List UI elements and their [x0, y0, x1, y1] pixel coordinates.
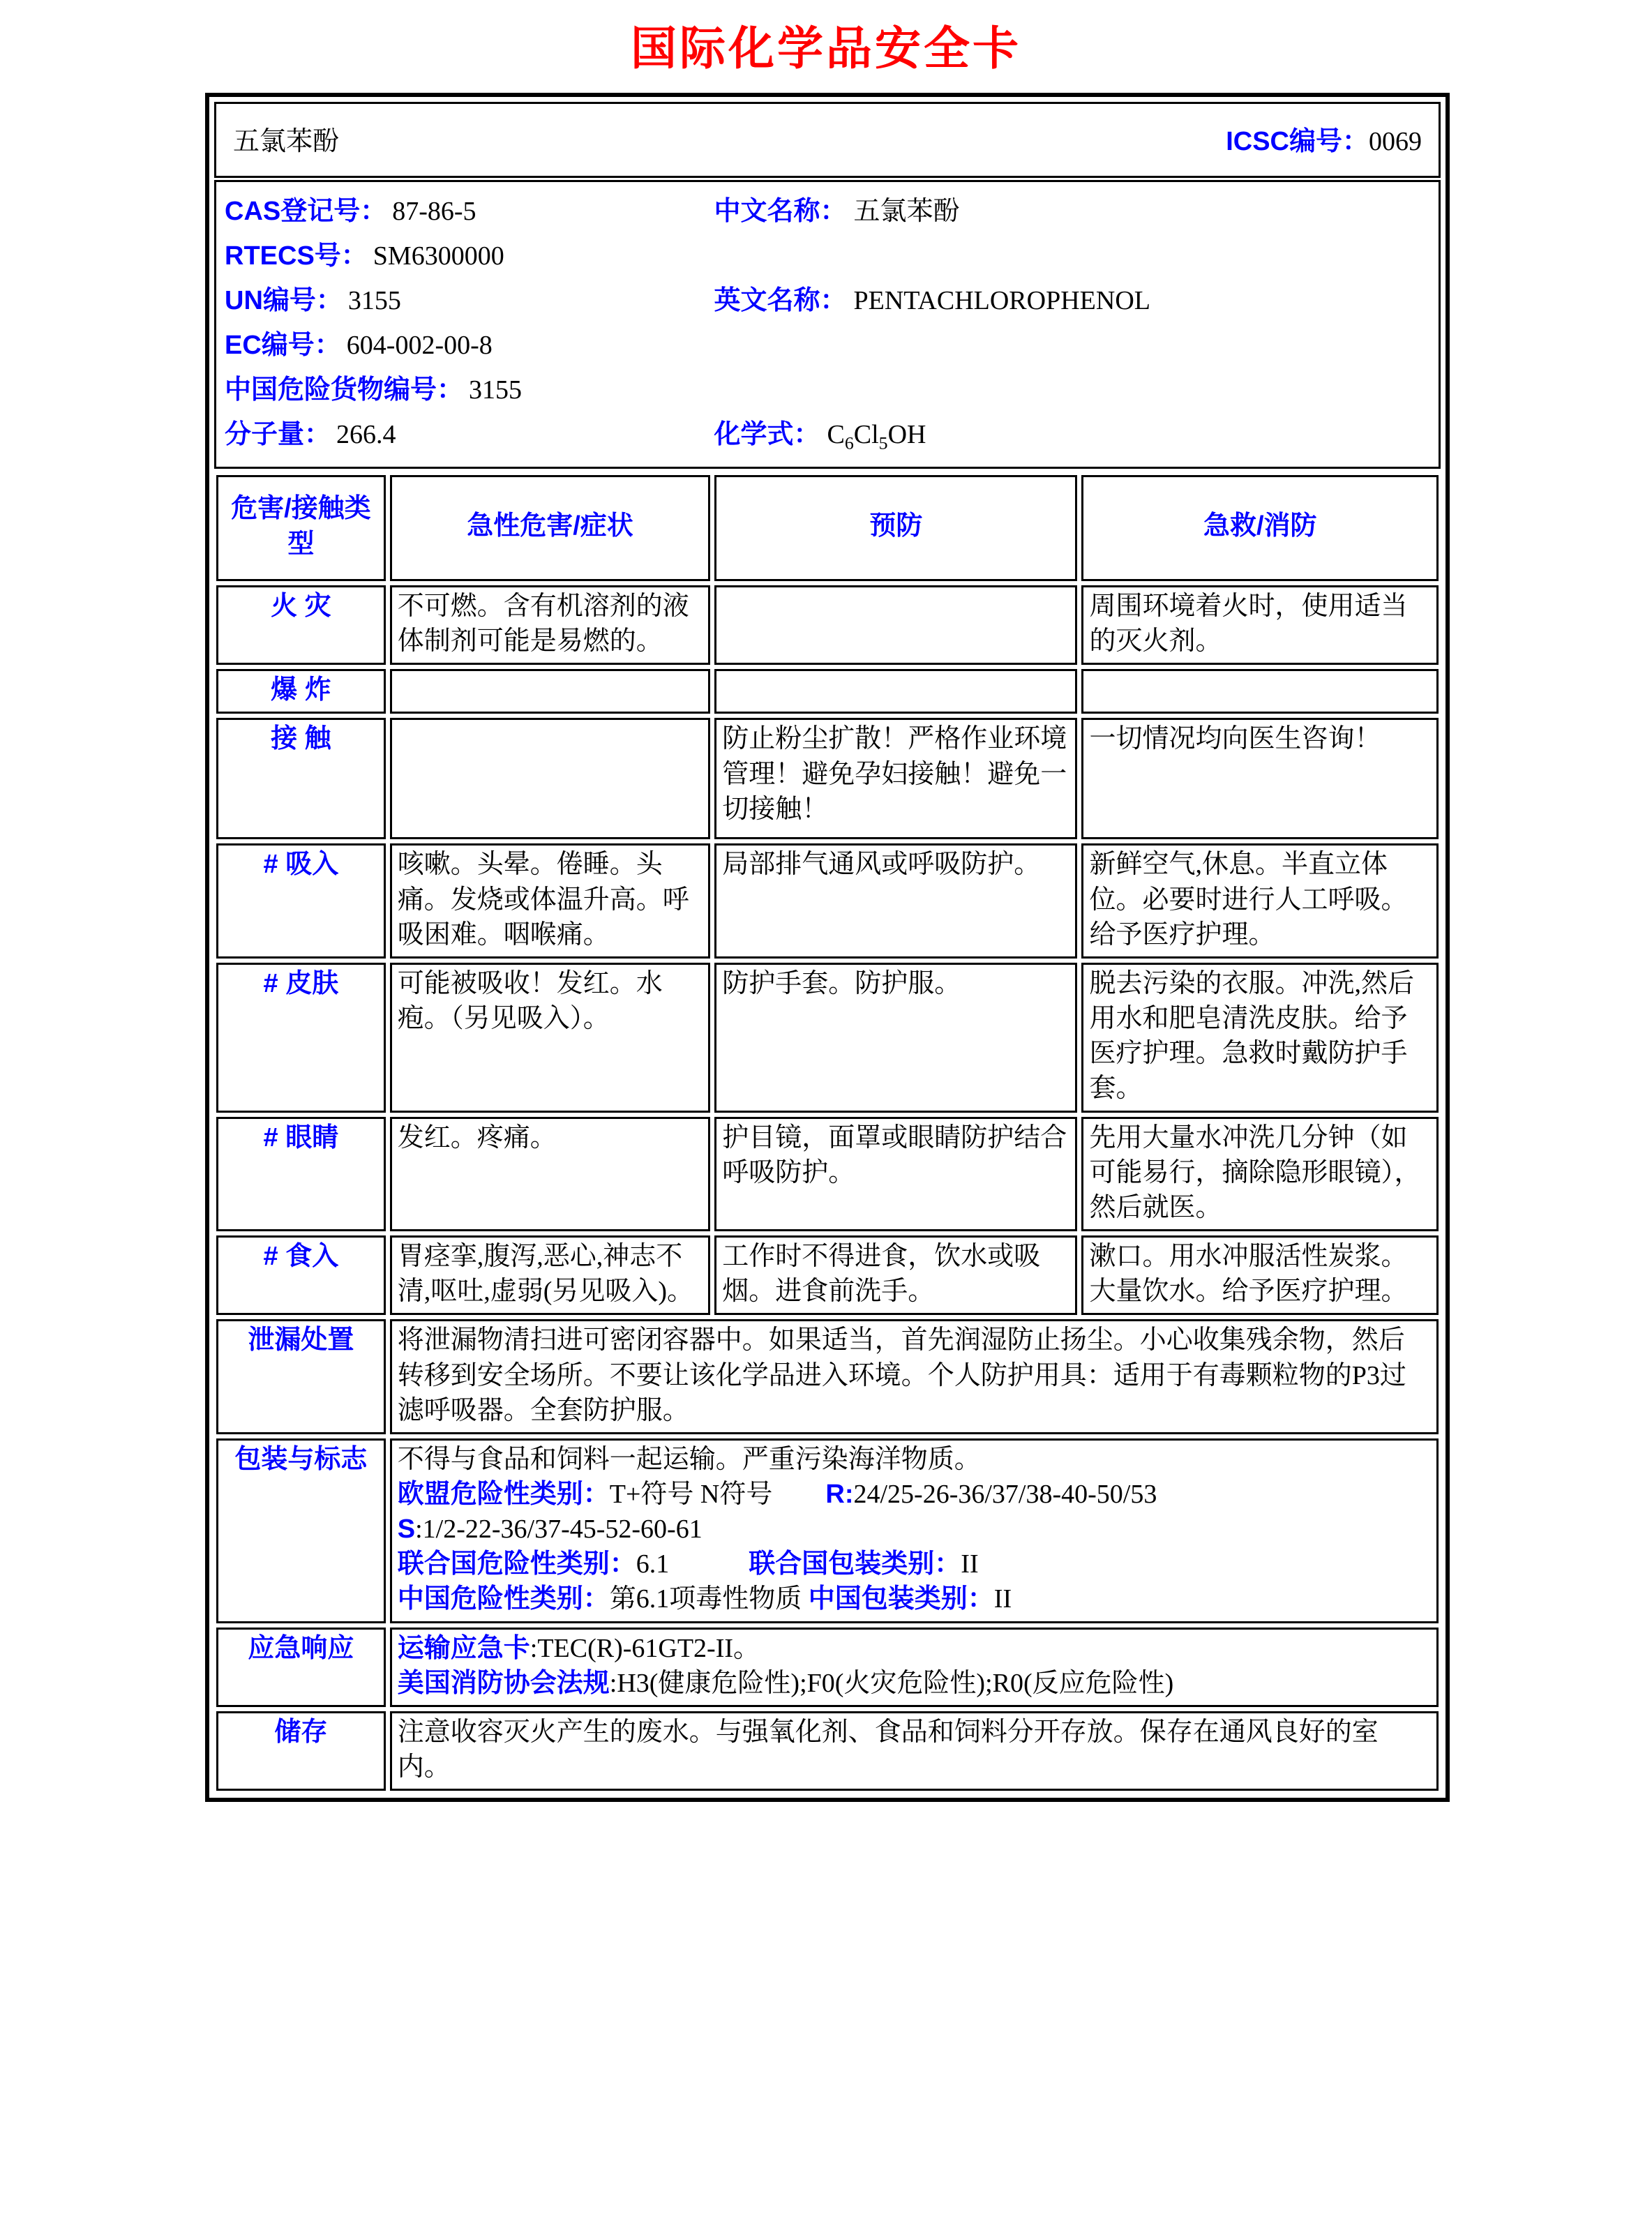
row-eyes [216, 1117, 1439, 1231]
row-fire-symptoms: 不可燃。含有机溶剂的液体制剂可能是易燃的。 [390, 585, 711, 665]
row-fire [216, 585, 1439, 665]
row-ingestion [216, 1235, 1439, 1315]
row-explosion-symptoms [390, 669, 711, 714]
row-skin-prevention: 防护手套。防护服。 [714, 963, 1077, 1113]
row-packaging-label: 包装与标志 [216, 1438, 386, 1623]
row-exposure-prevention: 防止粉尘扩散！严格作业环境管理！避免孕妇接触！避免一切接触！ [714, 718, 1077, 839]
emergency-transport-card: 运输应急卡:TEC(R)-61GT2-II。 [397, 1633, 760, 1663]
row-fire-label: 火 灾 [216, 585, 386, 665]
row-explosion [216, 669, 1439, 714]
card-header [214, 102, 1441, 178]
packaging-eu-classification: 欧盟危险性类别：T+符号 N符号 R:24/25-26-36/37/38-40-50/53 [397, 1479, 1157, 1509]
row-fire-prevention [714, 585, 1077, 665]
row-eyes-first-aid: 先用大量水冲洗几分钟（如可能易行，摘除隐形眼镜），然后就医。 [1081, 1117, 1439, 1231]
row-skin-label: # 皮肤 [216, 963, 386, 1113]
hazard-table-header-row [216, 475, 1439, 581]
col-header-hazard-type: 危害/接触类型 [216, 475, 386, 581]
row-ingestion-first-aid: 漱口。用水冲服活性炭浆。大量饮水。给予医疗护理。 [1081, 1235, 1439, 1315]
un-number: UN编号： 3155 [225, 286, 401, 315]
row-inhalation-first-aid: 新鲜空气,休息。半直立体位。必要时进行人工呼吸。给予医疗护理。 [1081, 843, 1439, 958]
row-explosion-label: 爆 炸 [216, 669, 386, 714]
english-name: 英文名称： PENTACHLOROPHENOL [714, 286, 1150, 315]
formula-value: $C_6Cl_5OH$ [827, 420, 926, 453]
row-eyes-label: # 眼睛 [216, 1117, 386, 1231]
cas-number: CAS登记号： 87-86-5 [225, 197, 476, 226]
row-skin-first-aid: 脱去污染的衣服。冲洗,然后用水和肥皂清洗皮肤。给予医疗护理。急救时戴防护手套。 [1081, 963, 1439, 1113]
row-inhalation-symptoms: 咳嗽。头晕。倦睡。头痛。发烧或体温升高。呼吸困难。咽喉痛。 [390, 843, 711, 958]
row-exposure-first-aid: 一切情况均向医生咨询！ [1081, 718, 1439, 839]
row-storage-label: 储存 [216, 1711, 386, 1791]
col-header-first-aid: 急救/消防 [1081, 475, 1439, 581]
col-header-symptoms: 急性危害/症状 [390, 475, 711, 581]
packaging-un-classification: 联合国危险性类别：6.1 联合国包装类别：II [397, 1549, 979, 1579]
row-eyes-prevention: 护目镜，面罩或眼睛防护结合呼吸防护。 [714, 1117, 1077, 1231]
icsc-number-value: 0069 [1369, 127, 1422, 156]
row-skin [216, 963, 1439, 1113]
row-exposure-label: 接 触 [216, 718, 386, 839]
rtecs-number: RTECS号： SM6300000 [225, 241, 504, 271]
row-explosion-prevention [714, 669, 1077, 714]
icsc-card [205, 93, 1450, 1802]
row-inhalation-label: # 吸入 [216, 843, 386, 958]
row-emergency-content [390, 1628, 1439, 1707]
row-ingestion-prevention: 工作时不得进食，饮水或吸烟。进食前洗手。 [714, 1235, 1077, 1315]
packaging-s-phrases: S:1/2-22-36/37-45-52-60-61 [397, 1515, 703, 1545]
row-spill-content: 将泄漏物清扫进可密闭容器中。如果适当，首先润湿防止扬尘。小心收集残余物，然后转移到安全场所。不要让该化学品进入环境。个人防护用具：适用于有毒颗粒物的P3过滤呼吸器。全套防护服。 [390, 1319, 1439, 1434]
emergency-nfpa-code: 美国消防协会法规:H3(健康危险性);F0(火灾危险性);R0(反应危险性) [397, 1668, 1174, 1698]
chemical-formula: 化学式： $C_6Cl_5OH$ [714, 420, 926, 453]
chemical-name-cn: 五氯苯酚 [233, 127, 340, 156]
identification-block [214, 180, 1441, 469]
row-packaging-content [390, 1438, 1439, 1623]
ec-number: EC编号： 604-002-00-8 [225, 331, 493, 360]
row-spill-disposal [216, 1319, 1439, 1434]
row-exposure-symptoms [390, 718, 711, 839]
row-emergency-response [216, 1628, 1439, 1707]
page-title: 国际化学品安全卡 [631, 22, 1021, 74]
icsc-number [1226, 119, 1422, 158]
packaging-transport-note: 不得与食品和饲料一起运输。严重污染海洋物质。 [397, 1444, 981, 1474]
row-storage [216, 1711, 1439, 1791]
row-storage-content: 注意收容灭火产生的废水。与强氧化剂、食品和饲料分开存放。保存在通风良好的室内。 [390, 1711, 1439, 1791]
hazard-table [212, 471, 1443, 1795]
row-ingestion-label: # 食入 [216, 1235, 386, 1315]
row-emergency-label: 应急响应 [216, 1628, 386, 1707]
icsc-number-label: ICSC编号： [1226, 127, 1369, 156]
molecular-weight: 分子量： 266.4 [225, 420, 396, 449]
row-eyes-symptoms: 发红。疼痛。 [390, 1117, 711, 1231]
row-inhalation-prevention: 局部排气通风或呼吸防护。 [714, 843, 1077, 958]
row-spill-label: 泄漏处置 [216, 1319, 386, 1434]
col-header-prevention: 预防 [714, 475, 1077, 581]
row-explosion-first-aid [1081, 669, 1439, 714]
chinese-name: 中文名称： 五氯苯酚 [714, 197, 960, 226]
packaging-china-classification: 中国危险性类别：第6.1项毒性物质 中国包装类别：II [397, 1584, 1012, 1614]
row-packaging-labelling [216, 1438, 1439, 1623]
row-fire-first-aid: 周围环境着火时，使用适当的灭火剂。 [1081, 585, 1439, 665]
row-exposure [216, 718, 1439, 839]
row-inhalation [216, 843, 1439, 958]
china-dangerous-goods-number: 中国危险货物编号： 3155 [225, 375, 523, 405]
row-skin-symptoms: 可能被吸收！发红。水疱。（另见吸入）。 [390, 963, 711, 1113]
row-ingestion-symptoms: 胃痉挛,腹泻,恶心,神志不清,呕吐,虚弱(另见吸入)。 [390, 1235, 711, 1315]
